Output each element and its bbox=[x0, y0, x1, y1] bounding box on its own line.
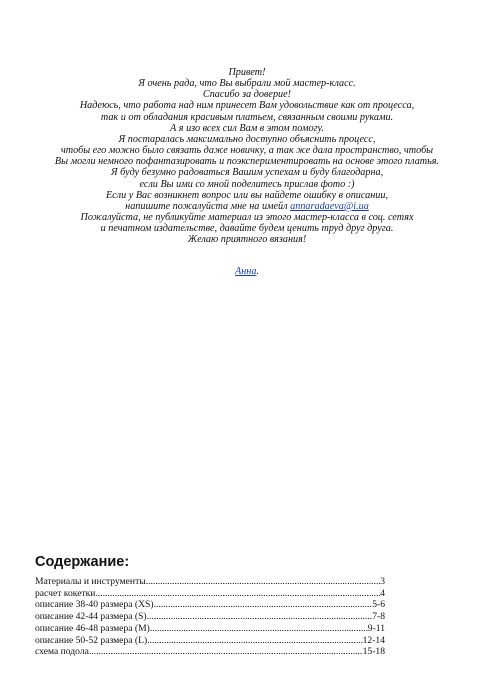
toc-leader-dots bbox=[154, 599, 373, 611]
toc-item-label: описание 38-40 размера (XS) bbox=[35, 599, 154, 611]
toc-item-page: 9-11 bbox=[367, 622, 385, 634]
toc-leader-dots bbox=[147, 635, 362, 647]
toc-item-label: описание 50-52 размера (L) bbox=[35, 634, 148, 646]
intro-line: так и от обладания красивым платьем, связанным своими руками. bbox=[100, 111, 394, 123]
intro-text bbox=[20, 67, 474, 246]
toc-leader-dots bbox=[147, 611, 373, 623]
intro-line: Вы могли немного пофантазировать и поэкспериментировать на основе этого платья. bbox=[54, 156, 440, 168]
toc-item[interactable] bbox=[35, 623, 385, 635]
closing-line: Желаю приятного вязания! bbox=[187, 234, 307, 246]
table-of-contents bbox=[35, 576, 385, 658]
intro-line: чтобы его можно было связать даже новичку, а так же дала пространство, чтобы bbox=[60, 145, 434, 157]
toc-item-label: описание 46-48 размера (M) bbox=[35, 622, 150, 634]
intro-line: если Вы ими со мной поделитесь прислав фото :) bbox=[139, 178, 355, 190]
email-link[interactable]: annaradaeva@i.ua bbox=[290, 200, 369, 212]
intro-line: Надеюсь, что работа над ним принесет Вам удовольствие как от процесса, bbox=[79, 100, 415, 112]
intro-line: Я очень рада, что Вы выбрали мой мастер-класс. bbox=[138, 78, 356, 90]
toc-item-page: 15-18 bbox=[362, 646, 385, 658]
signature-link[interactable]: Анна bbox=[235, 266, 257, 277]
toc-leader-dots bbox=[89, 646, 363, 658]
toc-item[interactable] bbox=[35, 611, 385, 623]
intro-line: Я постаралась максимально доступно объяснить процесс, bbox=[118, 133, 376, 145]
signature-suffix: . bbox=[256, 266, 259, 277]
toc-item-page: 7-8 bbox=[372, 611, 385, 623]
toc-title: Содержание: bbox=[35, 554, 130, 570]
toc-item-page: 4 bbox=[380, 587, 385, 599]
toc-leader-dots bbox=[150, 623, 368, 635]
email-prefix: напишите пожалуйста мне на имейл bbox=[125, 200, 291, 212]
toc-item-label: схема подола bbox=[35, 646, 89, 658]
toc-item-page: 3 bbox=[380, 576, 385, 587]
intro-line: Спасибо за доверие! bbox=[202, 89, 292, 101]
intro-line: Если у Вас возникнет вопрос или вы найдете ошибку в описании, bbox=[105, 189, 389, 201]
toc-item[interactable] bbox=[35, 635, 385, 647]
intro-line: Привет! bbox=[228, 67, 266, 78]
toc-leader-dots bbox=[95, 588, 380, 600]
toc-item[interactable] bbox=[35, 576, 385, 588]
toc-item-label: Материалы и инструменты bbox=[35, 576, 146, 587]
intro-line: А я изо всех сил Вам в этом помогу. bbox=[170, 122, 324, 134]
intro-line: Я буду безумно радоваться Вашим успехам и буду благодарна, bbox=[110, 167, 384, 179]
toc-item-page: 12-14 bbox=[362, 634, 385, 646]
toc-item[interactable] bbox=[35, 588, 385, 600]
toc-item-label: описание 42-44 размера (S) bbox=[35, 611, 147, 623]
closing-line: и печатном издательстве, давайте будем ценить труд друг друга. bbox=[100, 223, 394, 235]
signature bbox=[20, 266, 474, 278]
email-line bbox=[20, 201, 474, 212]
toc-item[interactable] bbox=[35, 646, 385, 658]
toc-leader-dots bbox=[146, 576, 380, 588]
toc-item[interactable] bbox=[35, 599, 385, 611]
toc-item-label: расчет кокетки bbox=[35, 587, 96, 599]
toc-item-page: 5-6 bbox=[372, 599, 385, 611]
closing-line: Пожалуйста, не публикуйте материал из этого мастер-класса в соц. сетях bbox=[80, 212, 414, 224]
